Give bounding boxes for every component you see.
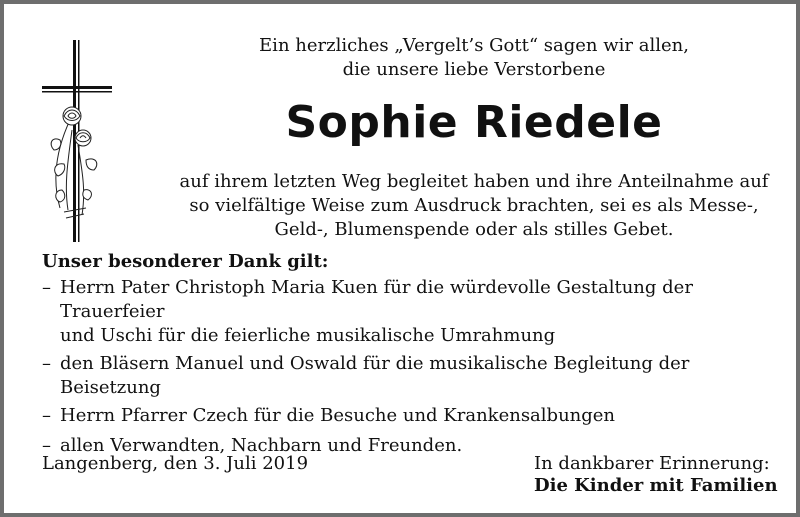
list-item-line: Herrn Pater Christoph Maria Kuen für die würdevolle Gestaltung der Trauerfeier (60, 277, 693, 322)
intro-line: Ein herzliches „Vergelt’s Gott“ sagen wir allen, (259, 35, 689, 56)
deceased-name: Sophie Riedele (285, 97, 663, 148)
list-item (42, 352, 782, 400)
list-item-line: den Bläsern Manuel und Oswald für die musikalische Begleitung der (60, 353, 690, 374)
intro-line: die unsere liebe Verstorbene (342, 59, 606, 80)
list-item-line: Beisetzung (60, 377, 161, 398)
outro-text (174, 170, 774, 242)
signature: Die Kinder mit Familien (534, 475, 778, 496)
memory-label: In dankbarer Erinnerung: (534, 453, 770, 474)
list-dash: – (42, 277, 51, 298)
list-item-line: und Uschi für die feierliche musikalische Umrahmung (60, 325, 556, 346)
outro-line: auf ihrem letzten Weg begleitet haben und ihre Anteilnahme auf (179, 171, 769, 192)
outro-line: Geld-, Blumenspende oder als stilles Gebet. (274, 219, 674, 240)
list-item-line: Herrn Pfarrer Czech für die Besuche und Krankensalbungen (60, 405, 616, 426)
outro-line: so vielfältige Weise zum Ausdruck brachten, sei es als Messe-, (189, 195, 759, 216)
list-dash: – (42, 405, 51, 426)
list-dash: – (42, 435, 51, 456)
intro-text (204, 34, 744, 82)
cross-with-roses-icon (42, 40, 112, 242)
place-date: Langenberg, den 3. Juli 2019 (42, 453, 309, 474)
list-item (42, 276, 782, 348)
list-dash: – (42, 353, 51, 374)
list-item-line: allen Verwandten, Nachbarn und Freunden. (60, 435, 463, 456)
thanks-list (42, 276, 782, 464)
thanks-heading: Unser besonderer Dank gilt: (42, 251, 329, 272)
list-item (42, 404, 782, 428)
